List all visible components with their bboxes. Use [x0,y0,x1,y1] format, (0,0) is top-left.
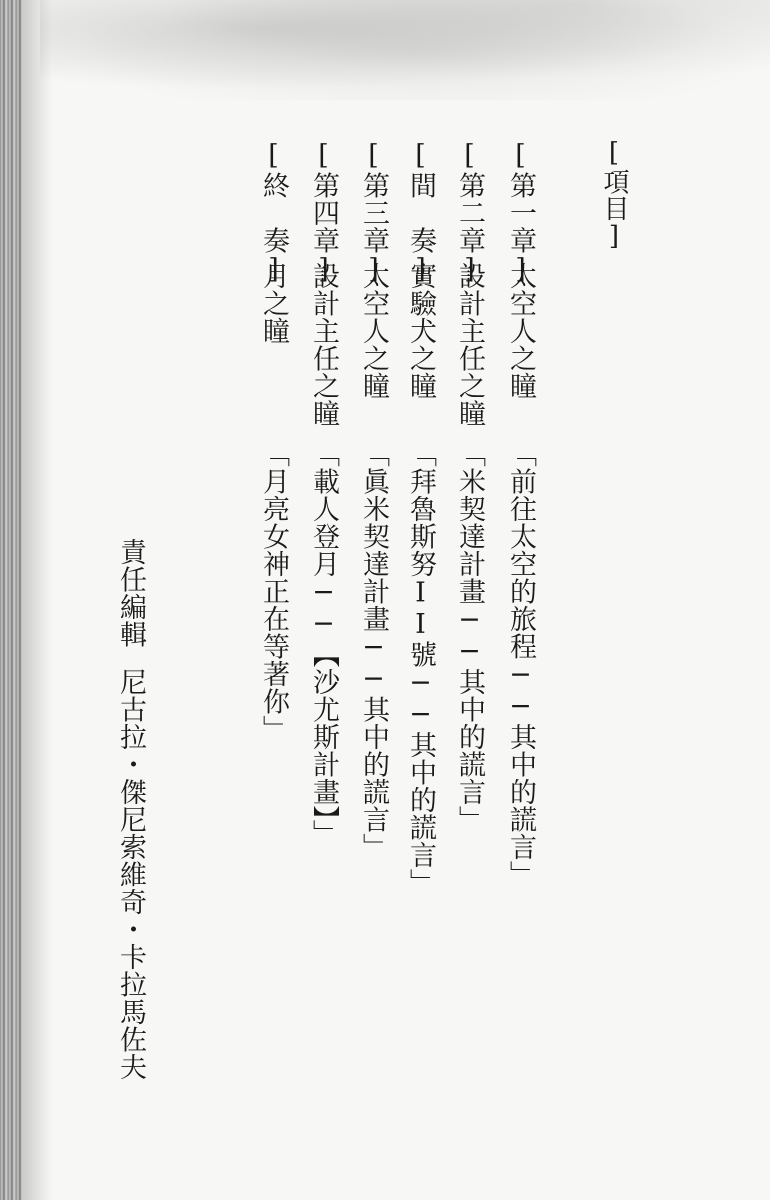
credits-role: 責任編輯 [115,538,146,648]
chapter-4-subtitle: 「載人登月──【沙尤斯計畫】」 [308,440,339,847]
book-binding-edge [0,0,22,1200]
credits-name: 尼古拉・傑尼索維奇・卡拉馬佐夫 [115,668,146,1081]
chapter-2-label: [第二章] [454,140,485,286]
chapter-1-subtitle: 「前往太空的旅程──其中的謊言」 [505,440,536,888]
interlude-title: 實驗犬之瞳 [405,262,436,400]
binding-shadow [22,0,52,1200]
chapter-2-subtitle: 「米契達計畫──其中的謊言」 [454,440,485,833]
interlude-label: [間 奏] [405,140,436,286]
chapter-3-label: [第三章] [358,140,389,286]
chapter-3-title: 太空人之瞳 [358,262,389,400]
finale-subtitle: 「月亮女神正在等著你」 [258,440,289,743]
brush-wash-decoration [40,0,770,100]
chapter-4-label: [第四章] [308,140,339,286]
chapter-4-title: 設計主任之瞳 [308,262,339,427]
chapter-1-label: [第一章] [505,140,536,286]
contents-heading: [項目] [599,138,629,252]
chapter-2-title: 設計主任之瞳 [454,262,485,427]
interlude-subtitle: 「拜魯斯努II號──其中的謊言」 [405,440,436,896]
chapter-1-title: 太空人之瞳 [505,262,536,400]
finale-title: 月之瞳 [258,262,289,345]
finale-label: [終 奏] [258,140,289,286]
chapter-3-subtitle: 「眞米契達計畫──其中的謊言」 [358,440,389,861]
